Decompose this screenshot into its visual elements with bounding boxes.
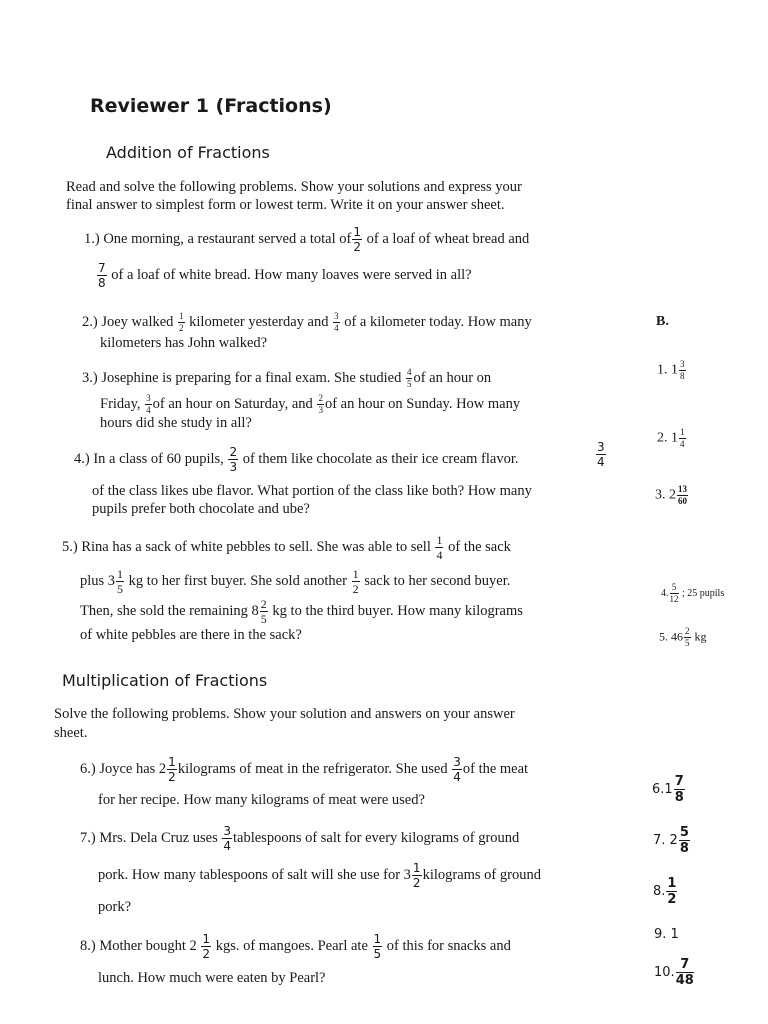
answer-10: 10. $\frac{7}{48}$ (654, 957, 694, 988)
multiplication-instructions-line-2: sheet. (54, 725, 88, 741)
fraction: $\frac{1}{4}$ (680, 427, 685, 449)
answer-8: 8. $\frac{1}{2}$ (653, 876, 677, 907)
fraction: $\frac{1}{2}$ (168, 755, 176, 784)
fraction: $\frac{1}{5}$ (117, 567, 124, 596)
answer-2: 2. 1 $\frac{1}{4}$ (657, 427, 685, 449)
answer-3: 3. 2 $\frac{13}{60}$ (655, 484, 687, 506)
fraction: $\frac{1}{2}$ (412, 861, 421, 890)
answer-9: 9. 1 (654, 927, 679, 942)
fraction: $\frac{1}{2}$ (202, 932, 211, 961)
fraction: $\frac{1}{2}$ (352, 567, 359, 596)
fraction: $\frac{4}{5}$ (406, 367, 412, 389)
fraction: $\frac{2}{3}$ (318, 393, 323, 415)
problem-3-text-e: of an hour on Sunday. How many (324, 395, 521, 412)
problem-8-text-a: 8.) Mother bought 2 (80, 937, 197, 954)
problem-1-line-2 (96, 262, 472, 289)
problem-3-text-d: of an hour on Saturday, and (152, 395, 313, 412)
problem-5-text-e: sack to her second buyer. (364, 572, 511, 589)
multiplication-instructions-line-1: Solve the following problems. Show your solution and answers on your answer (54, 706, 515, 722)
problem-3-text-a: 3.) Josephine is preparing for a final exam. She studied (82, 369, 402, 386)
problem-7-text-a: 7.) Mrs. Dela Cruz uses (80, 829, 218, 846)
fraction: $\frac{2}{5}$ (260, 597, 267, 626)
problem-1-line-1 (84, 226, 529, 253)
problem-4-text-b: of them like chocolate as their ice cream flavor. (242, 450, 519, 467)
fraction: $\frac{3}{4}$ (146, 393, 151, 415)
problem-6-line-2: for her recipe. How many kilograms of meat were used? (98, 792, 425, 808)
problem-3-line-3: hours did she study in all? (100, 415, 252, 431)
problem-5-text-h: kg to the third buyer. How many kilograms (272, 602, 523, 619)
problem-6-text-b: kilograms of meat in the refrigerator. She used (177, 760, 448, 777)
fraction: $\frac{3}{4}$ (597, 440, 605, 469)
fraction: $\frac{5}{12}$ (669, 582, 679, 604)
fraction: $\frac{1}{2}$ (667, 876, 677, 907)
answer-5: 5. 46 $\frac{2}{5}$ kg (659, 626, 707, 648)
problem-6-text-c: of the meat (462, 760, 529, 777)
fraction: $\frac{1}{2}$ (179, 311, 184, 333)
fraction: $\frac{7}{8}$ (98, 261, 106, 290)
fraction: $\frac{13}{60}$ (678, 484, 687, 506)
page-title: Reviewer 1 (Fractions) (90, 95, 332, 117)
problem-1-text-c: of a loaf of white bread. How many loaves were served in all? (111, 266, 472, 283)
addition-heading: Addition of Fractions (106, 143, 270, 162)
fraction: $\frac{1}{2}$ (353, 225, 361, 254)
problem-5-line-3 (80, 598, 523, 625)
problem-5-text-g: Then, she sold the remaining 8 (80, 602, 259, 619)
problem-5-text-c: plus 3 (80, 572, 116, 589)
problem-7-text-c: pork. How many tablespoons of salt will she use for 3 (98, 866, 411, 883)
problem-3-line-1 (82, 368, 491, 389)
problem-2-text-a: 2.) Joey walked (82, 313, 174, 330)
problem-6-line-1 (80, 756, 528, 783)
problem-3-text-c: Friday, (100, 395, 141, 412)
fraction: $\frac{5}{8}$ (679, 825, 689, 856)
problem-5-line-1 (62, 534, 511, 561)
fraction: $\frac{7}{48}$ (675, 957, 694, 988)
problem-7-text-d: kilograms of ground (422, 866, 541, 883)
fraction: $\frac{1}{5}$ (373, 932, 382, 961)
problem-7-line-3: pork? (98, 899, 132, 915)
answer-1: 1. 1 $\frac{3}{8}$ (657, 359, 685, 381)
answer-7: 7. 2 $\frac{5}{8}$ (653, 825, 689, 856)
problem-3-line-2 (100, 394, 520, 415)
problem-4-line-1 (74, 446, 518, 473)
problem-3-text-b: of an hour on (413, 369, 492, 386)
problem-7-line-2 (98, 862, 541, 889)
problem-1-text-b: of a loaf of wheat bread and (366, 230, 530, 247)
fraction: $\frac{3}{4}$ (223, 824, 231, 853)
problem-8-text-c: of this for snacks and (386, 937, 511, 954)
problem-8-text-b: kgs. of mangoes. Pearl ate (215, 937, 368, 954)
problem-1-text-a: 1.) One morning, a restaurant served a total of (84, 230, 352, 247)
multiplication-heading: Multiplication of Fractions (62, 671, 268, 690)
problem-4-line-2: of the class likes ube flavor. What portion of the class like both? How many (92, 483, 532, 499)
problem-5-line-2 (80, 568, 510, 595)
problem-5-text-b: of the sack (448, 538, 511, 555)
fraction: $\frac{2}{5}$ (685, 626, 690, 648)
addition-instructions-line-2: final answer to simplest form or lowest term. Write it on your answer sheet. (66, 197, 505, 213)
addition-instructions-line-1: Read and solve the following problems. Show your solutions and express your (66, 179, 522, 195)
problem-2-text-b: kilometer yesterday and (189, 313, 329, 330)
fraction: $\frac{3}{4}$ (334, 311, 339, 333)
fraction: $\frac{1}{4}$ (436, 533, 443, 562)
answer-4: 4. $\frac{5}{12}$ ; 25 pupils (661, 582, 725, 604)
problem-2-line-2: kilometers has John walked? (100, 335, 268, 351)
fraction: $\frac{3}{4}$ (453, 755, 461, 784)
problem-4-fraction-right (595, 441, 607, 468)
problem-4-line-3: pupils prefer both chocolate and ube? (92, 501, 310, 517)
problem-8-line-2: lunch. How much were eaten by Pearl? (98, 970, 326, 986)
problem-8-line-1 (80, 933, 511, 960)
fraction: $\frac{3}{8}$ (680, 359, 685, 381)
problem-6-text-a: 6.) Joyce has 2 (80, 760, 167, 777)
problem-7-line-1 (80, 825, 519, 852)
problem-7-text-b: tablespoons of salt for every kilograms of ground (233, 829, 520, 846)
problem-5-line-4: of white pebbles are there in the sack? (80, 627, 302, 643)
answers-label: B. (656, 314, 669, 329)
fraction: $\frac{7}{8}$ (674, 774, 684, 805)
problem-4-text-a: 4.) In a class of 60 pupils, (74, 450, 224, 467)
problem-5-text-a: 5.) Rina has a sack of white pebbles to sell. She was able to sell (62, 538, 431, 555)
problem-2-text-c: of a kilometer today. How many (344, 313, 532, 330)
problem-5-text-d: kg to her first buyer. She sold another (128, 572, 347, 589)
answer-6: 6.1 $\frac{7}{8}$ (652, 774, 684, 805)
problem-2-line-1 (82, 312, 532, 333)
fraction: $\frac{2}{3}$ (229, 445, 238, 474)
